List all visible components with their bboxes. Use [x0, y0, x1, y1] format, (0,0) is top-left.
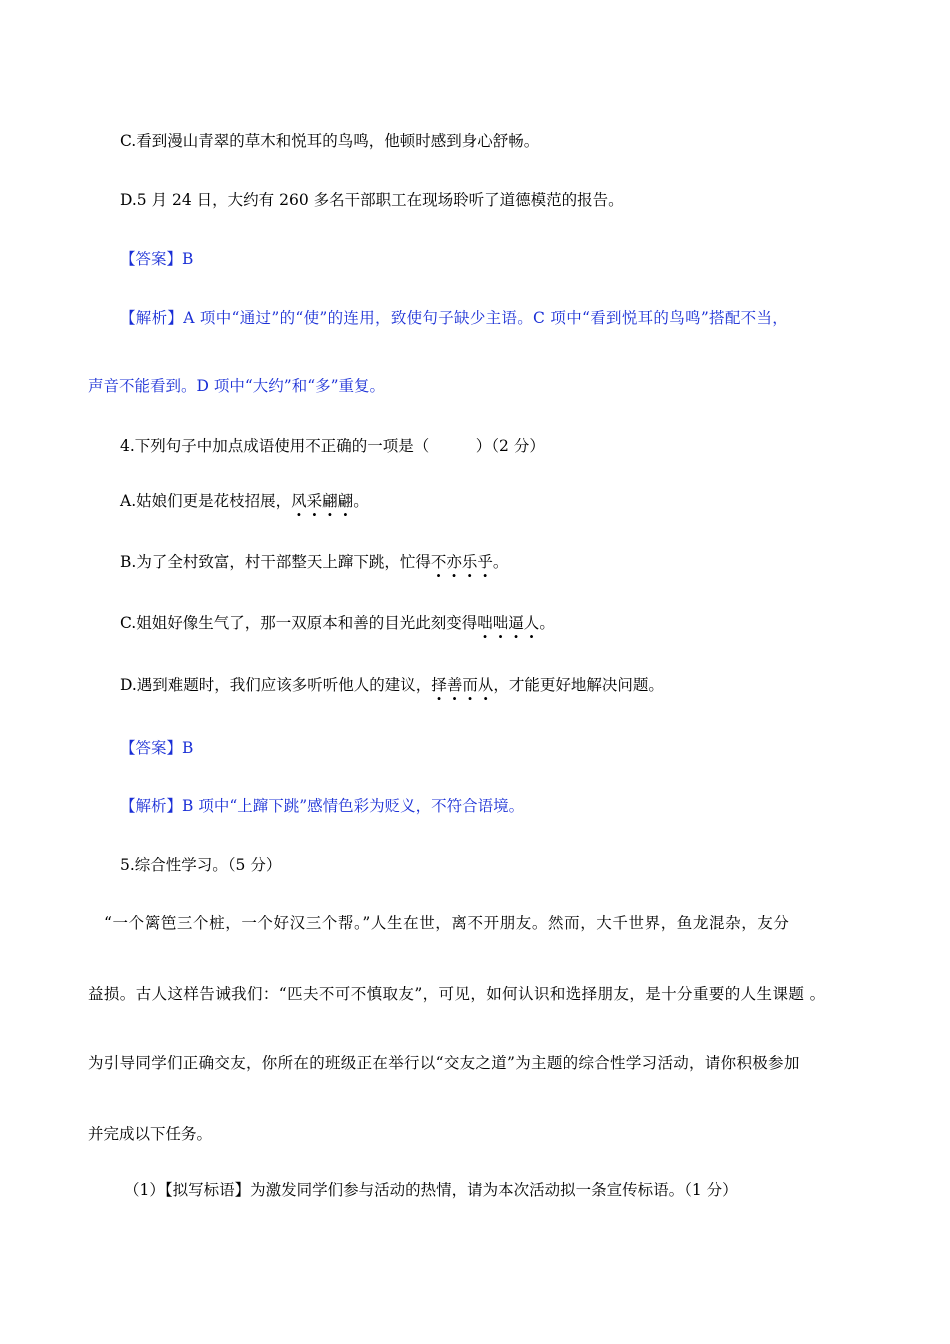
idiom-char: 人	[523, 614, 540, 632]
idiom-char: 采	[306, 492, 323, 510]
option-text: A.姑娘们更是花枝招展，	[120, 492, 292, 510]
idiom-char: 亦	[446, 553, 462, 571]
q5-paragraph-line2: 益损。古人这样告诫我们：“匹夫不可不慎取友”，可见，如何认识和选择朋友，是十分重要的人生课题 。	[88, 985, 826, 1003]
option-text: ，才能更好地解决问题。	[493, 676, 664, 694]
dotted-idiom	[477, 613, 539, 633]
option-text: C.姐姐好像生气了，那一双原本和善的目光此刻变得	[120, 614, 478, 632]
idiom-char: 风	[291, 492, 307, 510]
option-text: 。	[353, 492, 369, 510]
option-text: 。	[539, 614, 555, 632]
q5-paragraph-line1: “一个篱笆三个桩，一个好汉三个帮。”人生在世，离不开朋友。然而，大千世界，鱼龙混杂，友分	[104, 914, 790, 932]
q4-option-a	[120, 491, 369, 511]
q3-analysis-line2: 声音不能看到。D 项中“大约”和“多”重复。	[88, 377, 386, 395]
option-text: B.为了全村致富，村干部整天上蹿下跳，忙得	[120, 553, 431, 571]
idiom-char: 乐	[461, 553, 478, 571]
idiom-char: 而	[462, 676, 478, 694]
idiom-char: 从	[477, 676, 494, 694]
idiom-char: 不	[430, 553, 447, 571]
idiom-char: 翩	[322, 492, 338, 510]
q4-option-c	[120, 613, 555, 633]
dotted-idiom	[291, 491, 353, 511]
q3-answer: 【答案】B	[120, 250, 194, 268]
q3-option-d: D.5 月 24 日，大约有 260 多名干部职工在现场聆听了道德模范的报告。	[120, 191, 624, 209]
q5-task1: （1）【拟写标语】为激发同学们参与活动的热情，请为本次活动拟一条宣传标语。（1 分）	[124, 1181, 738, 1199]
q3-analysis-line1: 【解析】A 项中“通过”的“使”的连用，致使句子缺少主语。C 项中“看到悦耳的鸟鸣”搭配不当，	[120, 309, 789, 327]
option-text: 。	[492, 553, 509, 571]
q5-stem: 5.综合性学习。（5 分）	[120, 856, 282, 874]
idiom-char: 善	[446, 676, 463, 694]
idiom-char: 逼	[508, 614, 524, 632]
q3-option-c: C.看到漫山青翠的草木和悦耳的鸟鸣，他顿时感到身心舒畅。	[120, 132, 540, 150]
idiom-char: 乎	[477, 553, 493, 571]
q4-analysis: 【解析】B 项中“上蹿下跳”感情色彩为贬义，不符合语境。	[120, 797, 525, 815]
q5-paragraph-line4: 并完成以下任务。	[88, 1125, 213, 1143]
q4-option-b	[120, 552, 508, 572]
q4-option-d	[120, 675, 664, 695]
idiom-char: 翩	[337, 492, 354, 510]
dotted-idiom	[431, 675, 493, 695]
q4-stem: 4.下列句子中加点成语使用不正确的一项是（ ）（2 分）	[120, 437, 545, 455]
idiom-char: 择	[431, 676, 447, 694]
dotted-idiom	[431, 552, 493, 572]
q4-answer: 【答案】B	[120, 739, 194, 757]
idiom-char: 咄	[477, 614, 493, 632]
q5-paragraph-line3: 为引导同学们正确交友，你所在的班级正在举行以“交友之道”为主题的综合性学习活动，请你积极参加	[88, 1054, 800, 1072]
idiom-char: 咄	[492, 614, 509, 632]
option-text: D.遇到难题时，我们应该多听听他人的建议，	[120, 676, 432, 694]
